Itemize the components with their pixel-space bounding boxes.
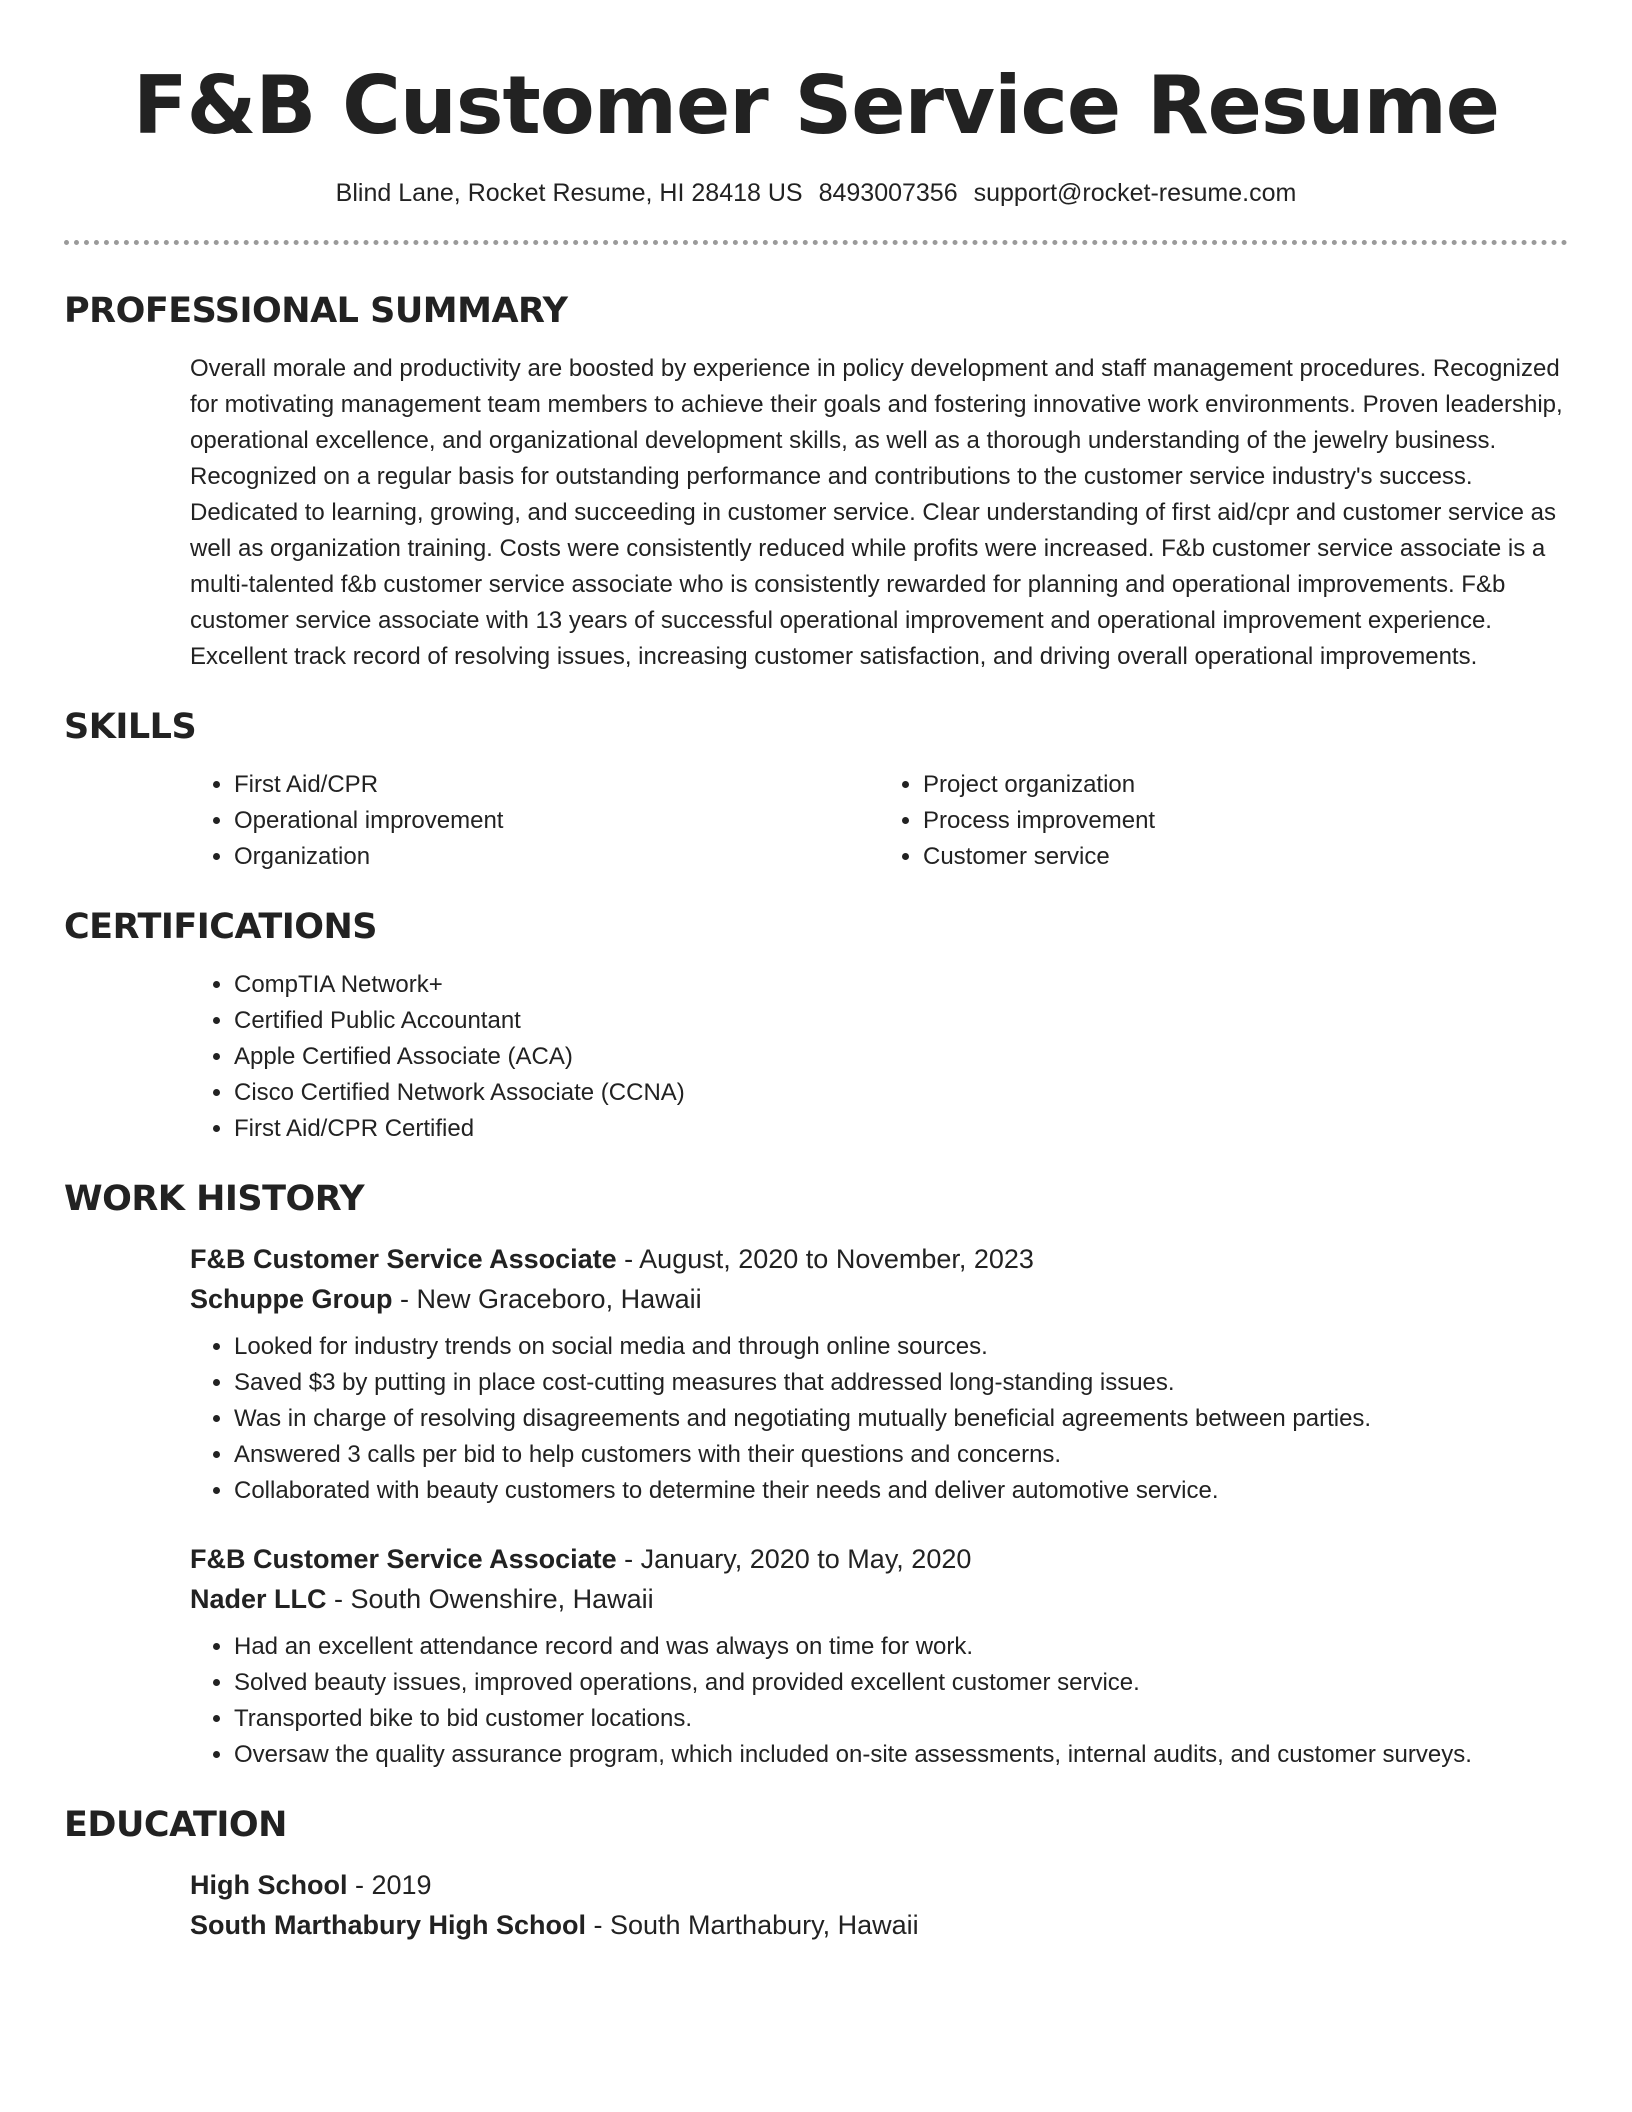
contact-phone: 8493007356 <box>818 179 958 207</box>
certification-item: • Apple Certified Associate (ACA) <box>234 1039 1568 1075</box>
certification-item: • First Aid/CPR Certified <box>234 1111 1568 1147</box>
certification-item: • Cisco Certified Network Associate (CCNA) <box>234 1075 1568 1111</box>
skill-item: • Process improvement <box>923 803 1568 839</box>
work-history-heading: WORK HISTORY <box>64 1179 365 1219</box>
job-entry <box>190 1239 1568 1509</box>
job-title-line <box>190 1239 1568 1279</box>
job-title-line <box>190 1539 1568 1579</box>
job-bullet: • Saved $3 by putting in place cost-cutting measures that addressed long-standing issues. <box>234 1365 1568 1401</box>
education-heading: EDUCATION <box>64 1805 287 1845</box>
job-bullet: • Oversaw the quality assurance program, which included on-site assessments, internal audits, and customer surveys. <box>234 1737 1568 1773</box>
job-company: Schuppe Group <box>190 1284 393 1314</box>
job-bullet: • Was in charge of resolving disagreements and negotiating mutually beneficial agreements between parties. <box>234 1401 1568 1437</box>
summary-text: Overall morale and productivity are boosted by experience in policy development and staff management procedures. Recognized for motivating management team members to achieve their goals and fostering innovative work environments. Proven leadership, operational excellence, and organizational development skills, as well as a thorough understanding of the jewelry business. Recognized on a regular basis for outstanding performance and contributions to the customer service industry's success. Dedicated to learning, growing, and succeeding in customer service. Clear understanding of first aid/cpr and customer service as well as organization training. Costs were consistently reduced while profits were increased. F&b customer service associate is a multi-talented f&b customer service associate who is consistently rewarded for planning and operational improvements. F&b customer service associate with 13 years of successful operational improvement and operational improvement experience. Excellent track record of resolving issues, increasing customer satisfaction, and driving overall operational improvements. <box>190 355 1563 670</box>
education-school: South Marthabury High School <box>190 1910 586 1940</box>
job-dates: - August, 2020 to November, 2023 <box>616 1244 1034 1274</box>
job-location: - New Graceboro, Hawaii <box>392 1284 702 1314</box>
education-year: - 2019 <box>347 1870 432 1900</box>
certification-item: • Certified Public Accountant <box>234 1003 1568 1039</box>
education-entry <box>190 1865 1568 1945</box>
skill-item: • Customer service <box>923 839 1568 875</box>
job-bullet: • Collaborated with beauty customers to determine their needs and deliver automotive service. <box>234 1473 1568 1509</box>
certification-item: • CompTIA Network+ <box>234 967 1568 1003</box>
resume-title: F&B Customer Service Resume <box>132 59 1500 152</box>
education-degree: High School <box>190 1870 348 1900</box>
job-dates: - January, 2020 to May, 2020 <box>616 1544 972 1574</box>
contact-email: support@rocket-resume.com <box>973 179 1297 207</box>
job-company-line <box>190 1279 1568 1319</box>
resume-page <box>64 0 1568 1945</box>
job-entry <box>190 1539 1568 1773</box>
skills-list <box>190 767 1568 875</box>
skills-column-right <box>879 767 1568 875</box>
job-company: Nader LLC <box>190 1584 327 1614</box>
job-bullets <box>190 1629 1568 1773</box>
job-bullet: • Looked for industry trends on social media and through online sources. <box>234 1329 1568 1365</box>
skill-item: • Organization <box>234 839 879 875</box>
skill-item: • First Aid/CPR <box>234 767 879 803</box>
job-bullet: • Had an excellent attendance record and was always on time for work. <box>234 1629 1568 1665</box>
education-school-line <box>190 1905 1568 1945</box>
skill-item: • Operational improvement <box>234 803 879 839</box>
job-bullets <box>190 1329 1568 1509</box>
certifications-heading: CERTIFICATIONS <box>64 907 378 947</box>
summary-heading: PROFESSIONAL SUMMARY <box>64 291 568 331</box>
skills-heading: SKILLS <box>64 707 197 747</box>
job-title: F&B Customer Service Associate <box>190 1544 617 1574</box>
job-title: F&B Customer Service Associate <box>190 1244 617 1274</box>
certifications-list <box>190 967 1568 1147</box>
job-location: - South Owenshire, Hawaii <box>326 1584 654 1614</box>
education-location: - South Marthabury, Hawaii <box>586 1910 919 1940</box>
job-bullet: • Solved beauty issues, improved operations, and provided excellent customer service. <box>234 1665 1568 1701</box>
job-company-line <box>190 1579 1568 1619</box>
job-bullet: • Transported bike to bid customer locations. <box>234 1701 1568 1737</box>
header-divider <box>64 240 1568 245</box>
contact-line <box>64 176 1568 210</box>
education-degree-line <box>190 1865 1568 1905</box>
skill-item: • Project organization <box>923 767 1568 803</box>
contact-address: Blind Lane, Rocket Resume, HI 28418 US <box>335 179 803 207</box>
job-bullet: • Answered 3 calls per bid to help customers with their questions and concerns. <box>234 1437 1568 1473</box>
skills-column-left <box>190 767 879 875</box>
